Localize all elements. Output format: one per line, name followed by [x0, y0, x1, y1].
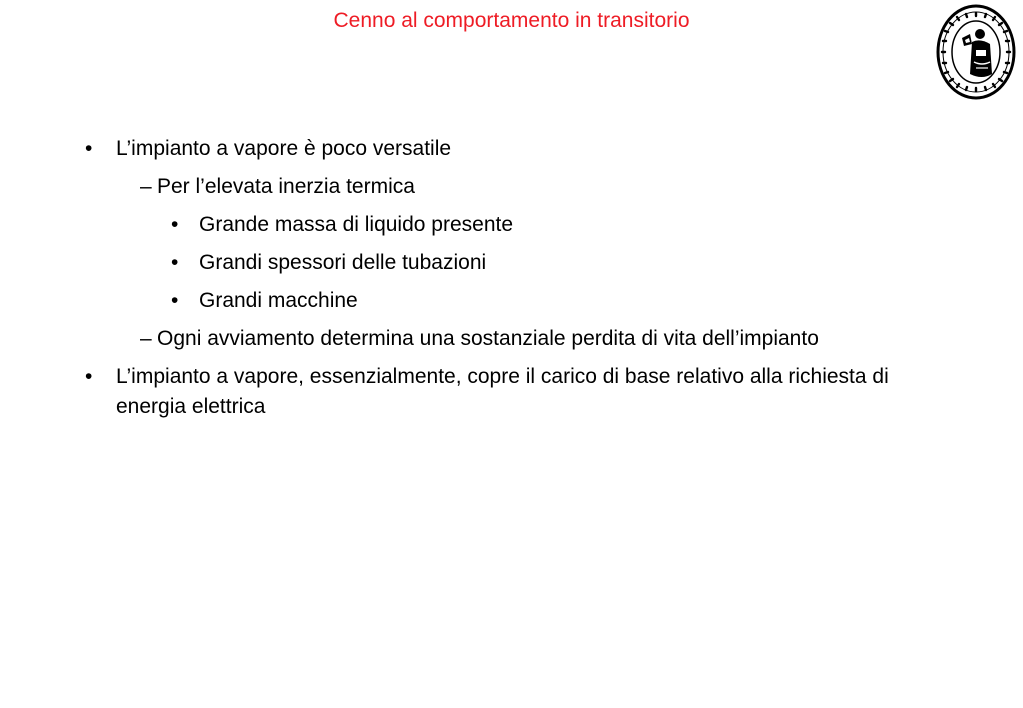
list-item — [78, 172, 938, 202]
bullet-list — [78, 134, 938, 430]
dash-marker: – — [140, 175, 152, 198]
slide-title: Cenno al comportamento in transitorio — [333, 9, 690, 32]
list-item-text: Grandi spessori delle tubazioni — [199, 251, 487, 274]
list-item — [78, 210, 938, 240]
list-item-text: L’impianto a vapore è poco versatile — [116, 137, 452, 160]
list-item — [78, 362, 938, 422]
bullet-marker: • — [85, 137, 93, 160]
list-item-text: L’impianto a vapore, essenzialmente, copre il carico di base relativo alla richiesta di energia elettrica — [116, 365, 889, 418]
list-item — [78, 248, 938, 278]
bullet-marker: • — [171, 213, 179, 236]
list-item-text: Ogni avviamento determina una sostanziale perdita di vita dell’impianto — [157, 327, 819, 350]
list-item-text: Grandi macchine — [199, 289, 358, 312]
list-item-text: Grande massa di liquido presente — [199, 213, 514, 236]
university-seal-logo — [936, 4, 1016, 100]
bullet-marker: • — [85, 365, 93, 388]
list-item — [78, 324, 938, 354]
list-item-text: Per l’elevata inerzia termica — [157, 175, 415, 198]
list-item — [78, 134, 938, 164]
bullet-marker: • — [171, 289, 179, 312]
dash-marker: – — [140, 327, 152, 350]
list-item — [78, 286, 938, 316]
bullet-marker: • — [171, 251, 179, 274]
